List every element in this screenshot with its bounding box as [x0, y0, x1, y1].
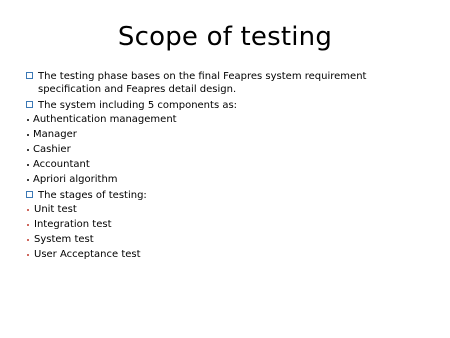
dot-bullet-icon [27, 179, 29, 181]
section-requirements-text: The testing phase bases on the final Feapres system requirement specification and Feapres detail design. [38, 71, 367, 95]
component-item-label: Accountant [33, 159, 90, 170]
dot-bullet-icon [27, 119, 29, 121]
dot-bullet-icon [27, 254, 29, 256]
stage-item-label: Integration test [34, 219, 112, 230]
list-item [26, 129, 426, 141]
dot-bullet-icon [27, 239, 29, 241]
q-bullet-icon [26, 72, 33, 79]
dot-bullet-icon [27, 164, 29, 166]
list-item [26, 114, 426, 126]
list-item [26, 159, 426, 171]
stage-item-label: Unit test [34, 204, 77, 215]
dot-bullet-icon [27, 209, 29, 211]
section-stages-text: The stages of testing: [38, 190, 147, 201]
component-item-label: Manager [33, 129, 77, 140]
q-bullet-icon [26, 101, 33, 108]
section-stages [26, 189, 426, 202]
list-item [26, 144, 426, 156]
stage-item-label: System test [34, 234, 94, 245]
list-item [26, 249, 426, 261]
slide-title: Scope of testing [117, 22, 333, 52]
component-item-label: Apriori algorithm [33, 174, 118, 185]
section-requirements [26, 70, 426, 96]
list-item [26, 204, 426, 216]
slide-body [26, 70, 426, 264]
q-bullet-icon [26, 191, 33, 198]
component-item-label: Cashier [33, 144, 71, 155]
section-components [26, 99, 426, 112]
dot-bullet-icon [27, 224, 29, 226]
list-item [26, 219, 426, 231]
dot-bullet-icon [27, 134, 29, 136]
list-item [26, 234, 426, 246]
dot-bullet-icon [27, 149, 29, 151]
stage-item-label: User Acceptance test [34, 249, 141, 260]
component-item-label: Authentication management [33, 114, 177, 125]
section-components-text: The system including 5 components as: [38, 100, 238, 111]
list-item [26, 174, 426, 186]
